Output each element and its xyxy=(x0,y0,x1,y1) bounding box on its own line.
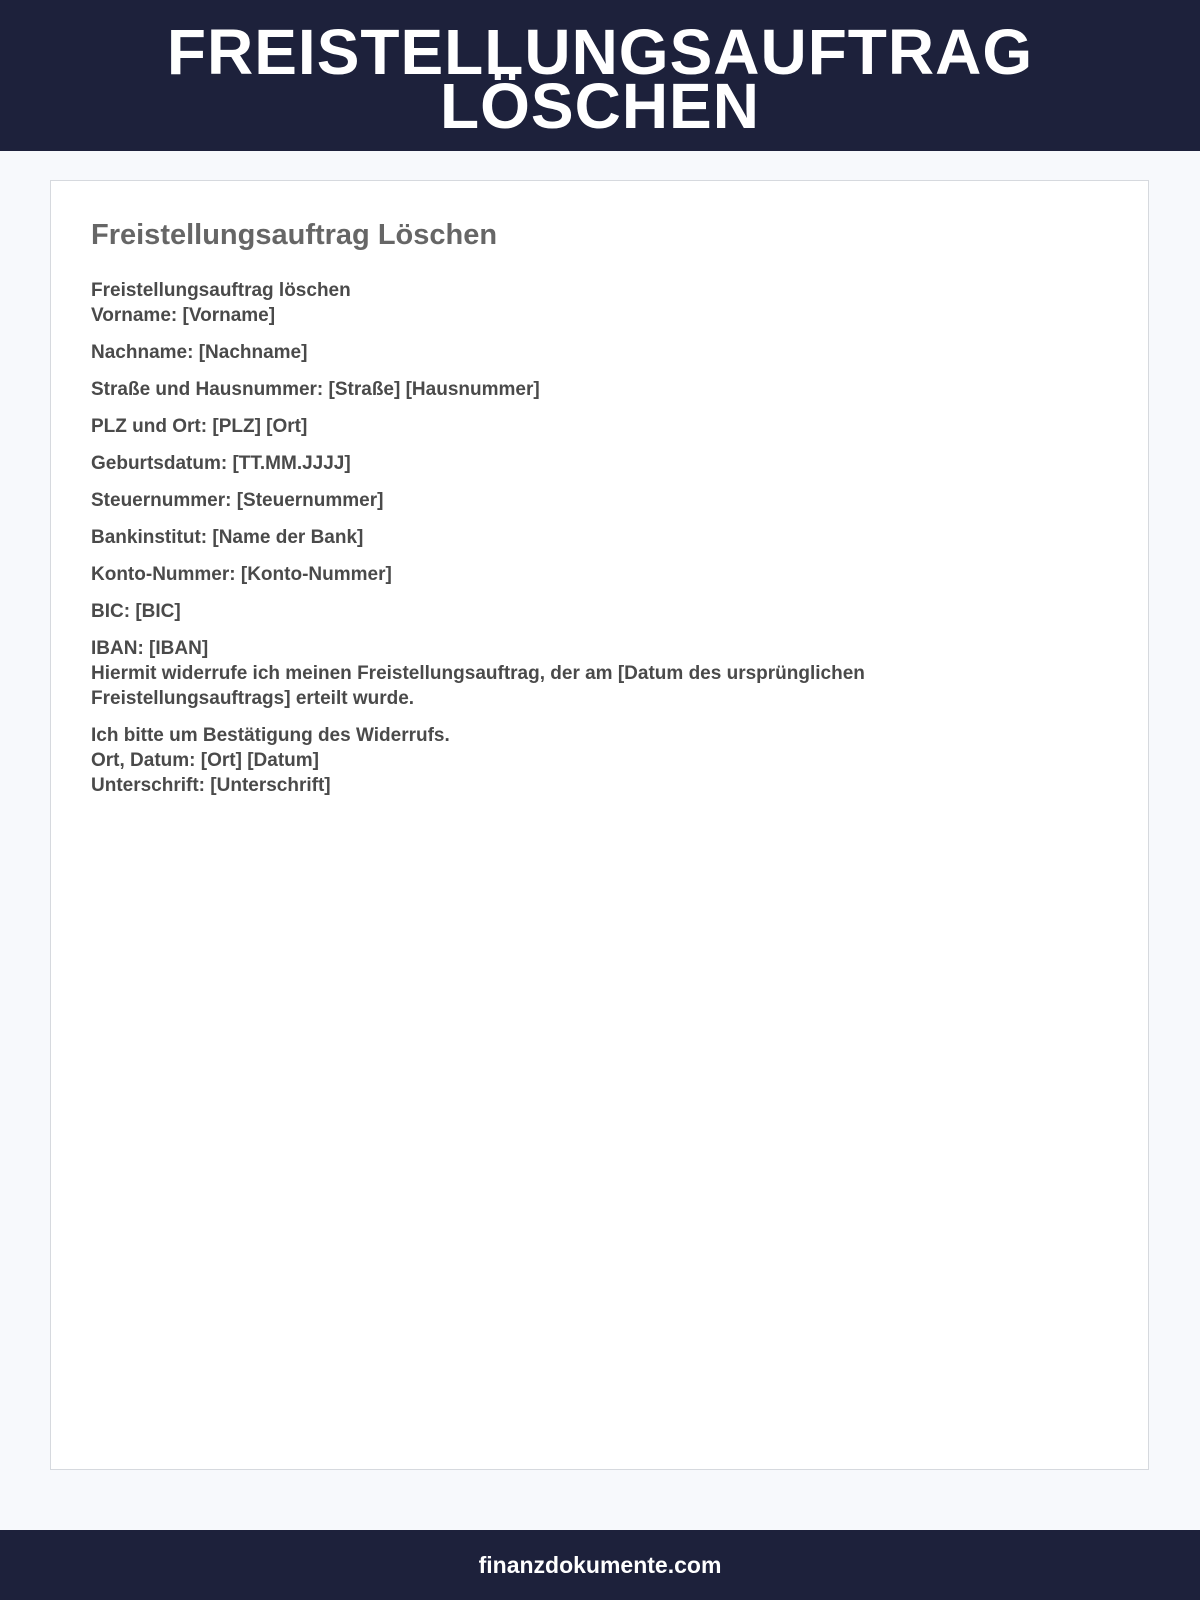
paragraph xyxy=(91,562,991,587)
text-line: IBAN: [IBAN] xyxy=(91,638,209,659)
text-line: BIC: [BIC] xyxy=(91,601,181,622)
document-content xyxy=(91,278,991,810)
document-card xyxy=(50,180,1149,1470)
text-line: Freistellungsauftrag löschen xyxy=(91,280,351,301)
text-line: Straße und Hausnummer: [Straße] [Hausnummer] xyxy=(91,379,540,400)
paragraph xyxy=(91,599,991,624)
text-line: Bankinstitut: [Name der Bank] xyxy=(91,527,364,548)
paragraph xyxy=(91,414,991,439)
text-line: Unterschrift: [Unterschrift] xyxy=(91,775,331,796)
text-line: Geburtsdatum: [TT.MM.JJJJ] xyxy=(91,453,351,474)
header-title: FREISTELLUNGSAUFTRAG LÖSCHEN xyxy=(166,15,1034,142)
footer-site-name: finanzdokumente.com xyxy=(478,1551,722,1578)
page-footer xyxy=(0,1530,1200,1600)
text-line: Steuernummer: [Steuernummer] xyxy=(91,490,384,511)
paragraph xyxy=(91,451,991,476)
text-line: Hiermit widerrufe ich meinen Freistellungsauftrag, der am [Datum des ursprünglichen Freistellungsauftrags] erteilt wurde. xyxy=(91,663,865,709)
paragraph xyxy=(91,636,991,711)
paragraph xyxy=(91,488,991,513)
paragraph xyxy=(91,278,991,328)
page-header xyxy=(0,0,1200,151)
text-line: Konto-Nummer: [Konto-Nummer] xyxy=(91,564,392,585)
text-line: Ort, Datum: [Ort] [Datum] xyxy=(91,750,319,771)
paragraph xyxy=(91,377,991,402)
paragraph xyxy=(91,340,991,365)
text-line: Vorname: [Vorname] xyxy=(91,305,276,326)
paragraph xyxy=(91,723,991,798)
text-line: Ich bitte um Bestätigung des Widerrufs. xyxy=(91,725,450,746)
paragraph xyxy=(91,525,991,550)
text-line: PLZ und Ort: [PLZ] [Ort] xyxy=(91,416,308,437)
document-title: Freistellungsauftrag Löschen xyxy=(91,219,498,251)
text-line: Nachname: [Nachname] xyxy=(91,342,308,363)
